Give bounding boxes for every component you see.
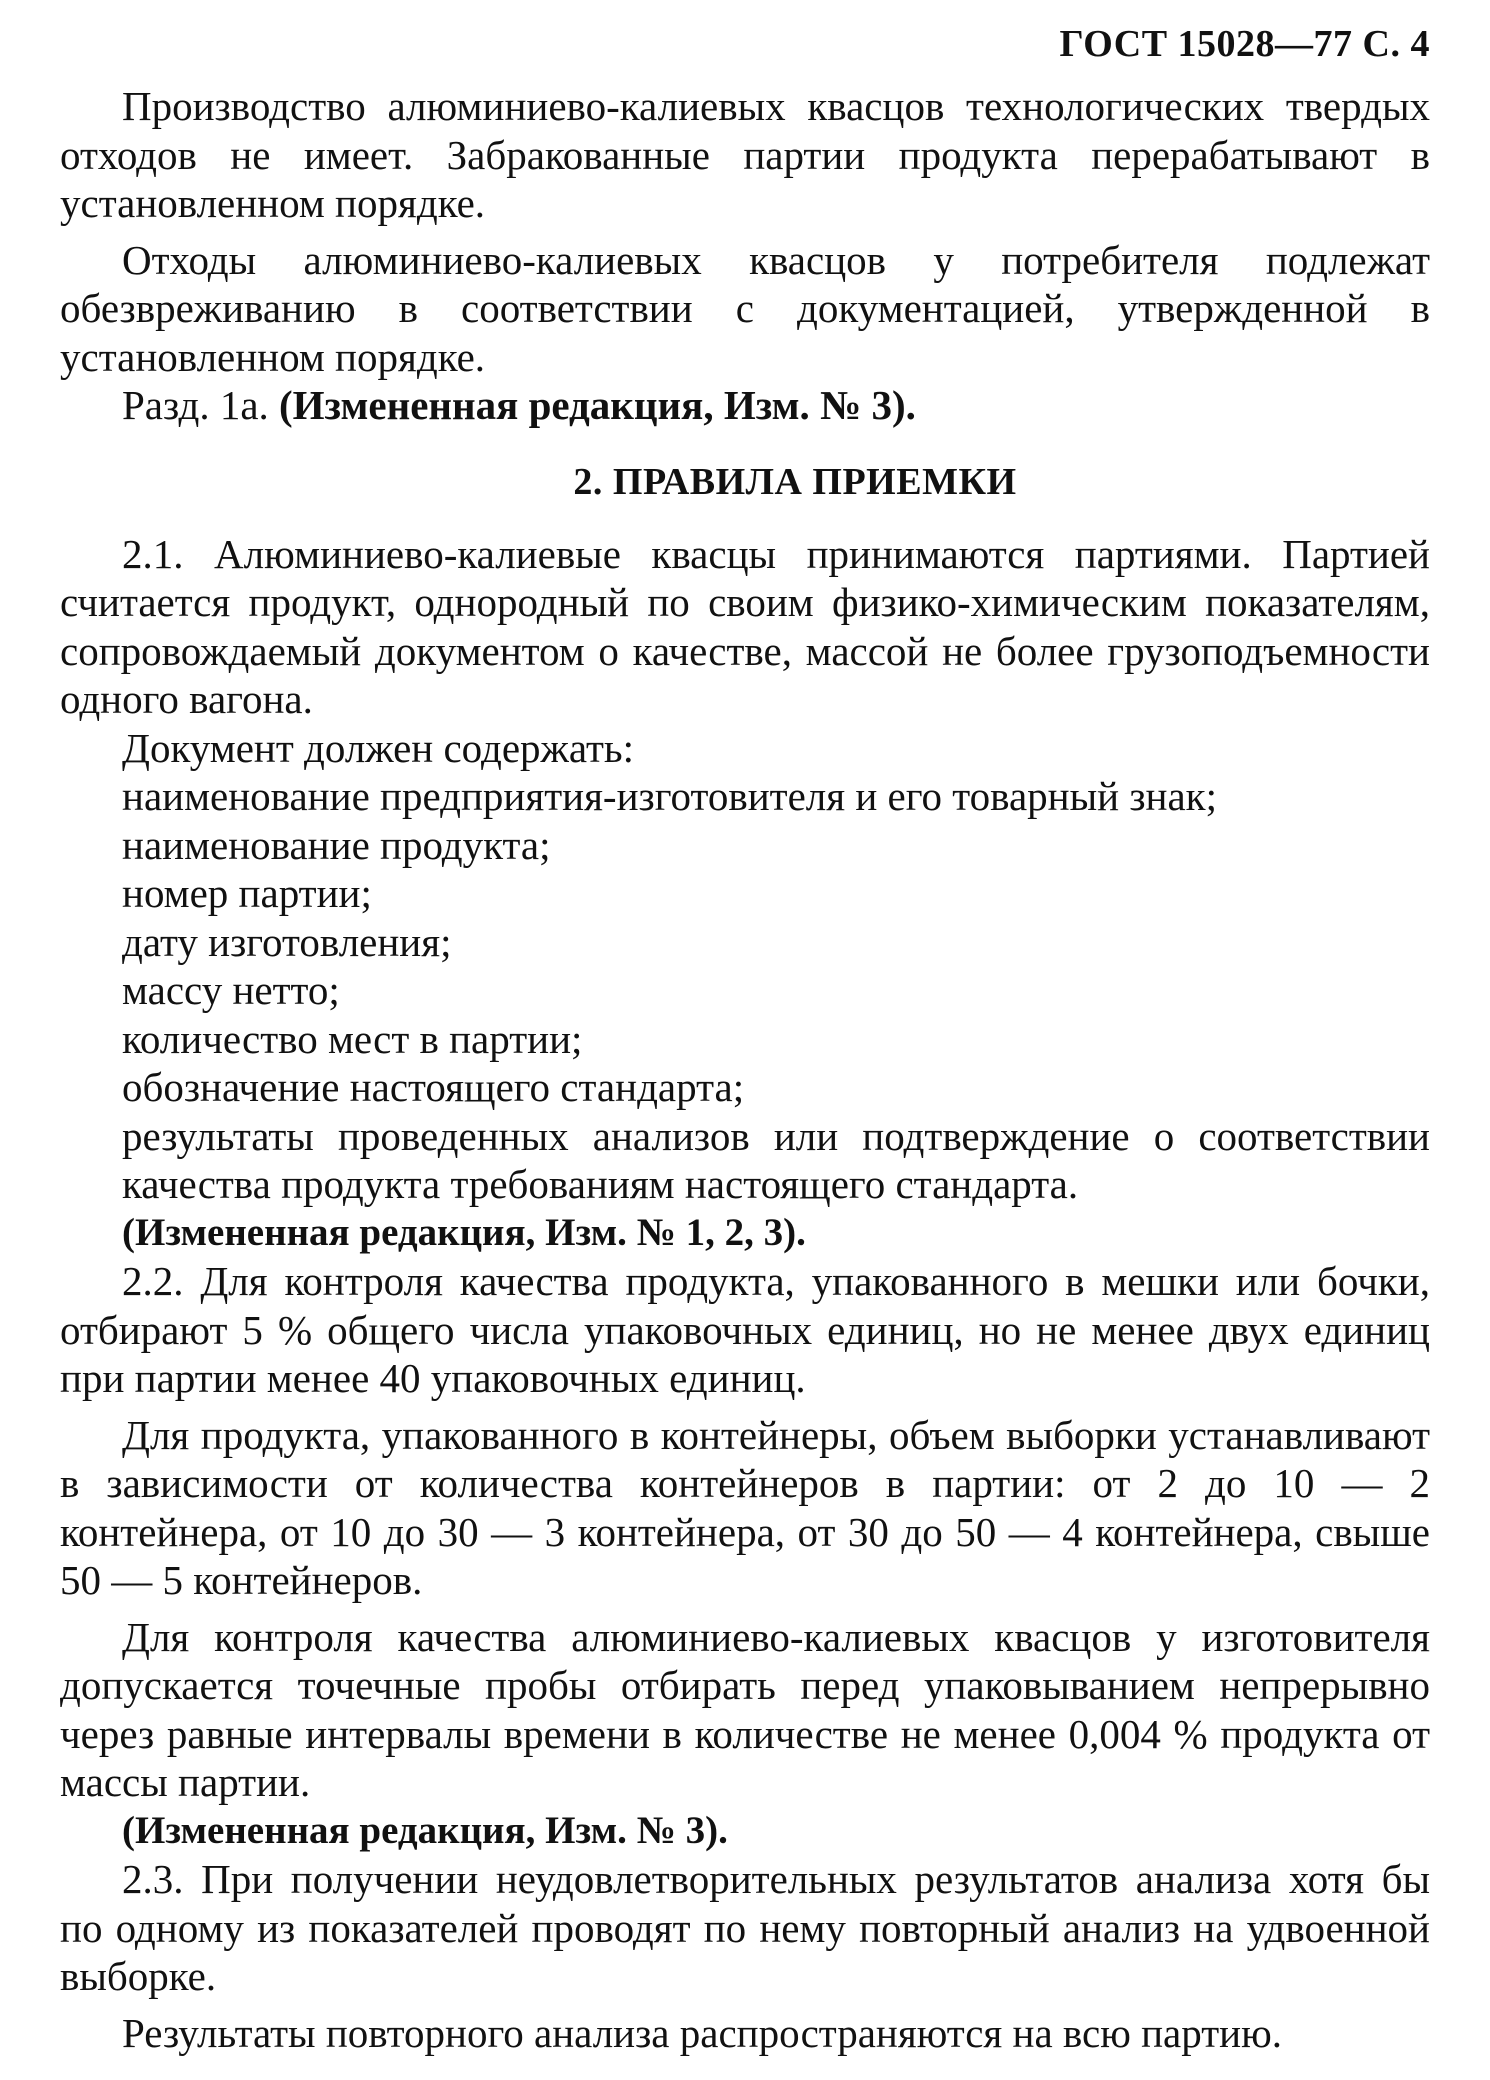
clause-2-3-result-scope: Результаты повторного анализа распространяются на всю партию. xyxy=(122,2009,1282,2056)
list-item: количество мест в партии; xyxy=(122,1015,583,1062)
amendment-note-2-2: (Измененная редакция, Изм. № 3). xyxy=(122,1808,728,1852)
section-1a-reference-prefix: Разд. 1а. xyxy=(122,382,280,428)
list-item: номер партии; xyxy=(122,870,372,916)
clause-2-2-containers: Для продукта, упакованного в контейнеры, объем выборки устанавливают в зависимости от количества контейнеров в партии: от 2 до 10 — 2 контейнера, от 10 до 30 — 3 контейнера, от 30 до 50 — 4 контейнера, свыше 50 — 5 контейнеров. xyxy=(60,1411,1430,1603)
list-item: наименование продукта; xyxy=(122,821,551,868)
page-header: ГОСТ 15028—77 С. 4 xyxy=(1059,23,1430,65)
list-item-last: результаты проведенных анализов или подтверждение о соответствии качества продукта требованиям настоящего стандарта. xyxy=(122,1112,1430,1207)
section-2-heading: 2. ПРАВИЛА ПРИЕМКИ xyxy=(573,460,1017,503)
document-contents-intro: Документ должен содержать: xyxy=(122,724,635,771)
clause-2-3: 2.3. При получении неудовлетворительных результатов анализа хотя бы по одному из показателей проводят по нему повторный анализ на удвоенной выборке. xyxy=(60,1856,1430,1999)
list-item: массу нетто; xyxy=(122,967,340,1013)
list-item: дату изготовления; xyxy=(122,918,452,965)
paragraph-waste-production: Производство алюминиево-калиевых квасцов технологических твердых отходов не имеет. Забракованные партии продукта перерабатывают в установленном порядке. xyxy=(60,83,1430,226)
list-item: наименование предприятия-изготовителя и его товарный знак; xyxy=(122,773,1217,819)
clause-2-2-manufacturer-sampling: Для контроля качества алюминиево-калиевых квасцов у изготовителя допускается точечные пробы отбирать перед упаковыванием непрерывно через равные интервалы времени в количестве не менее 0,004 % продукта от массы партии. xyxy=(60,1613,1430,1805)
section-1a-amendment-note: (Измененная редакция, Изм. № 3). xyxy=(279,382,916,428)
section-1a-reference xyxy=(60,381,1430,430)
clause-2-1: 2.1. Алюминиево-калиевые квасцы принимаются партиями. Партией считается продукт, однородный по своим физико-химическим показателям, сопровождаемый документом о качестве, массой не более грузоподъемности одного вагона. xyxy=(60,530,1430,722)
clause-2-2: 2.2. Для контроля качества продукта, упакованного в мешки или бочки, отбирают 5 % общего числа упаковочных единиц, но не менее двух единиц при партии менее 40 упаковочных единиц. xyxy=(60,1258,1430,1401)
paragraph-waste-consumer: Отходы алюминиево-калиевых квасцов у потребителя подлежат обезвреживанию в соответствии с документацией, утвержденной в установленном порядке. xyxy=(60,236,1430,380)
list-item: обозначение настоящего стандарта; xyxy=(122,1064,745,1110)
document-page xyxy=(60,20,1430,2060)
amendment-note-2-1: (Измененная редакция, Изм. № 1, 2, 3). xyxy=(122,1210,806,1254)
